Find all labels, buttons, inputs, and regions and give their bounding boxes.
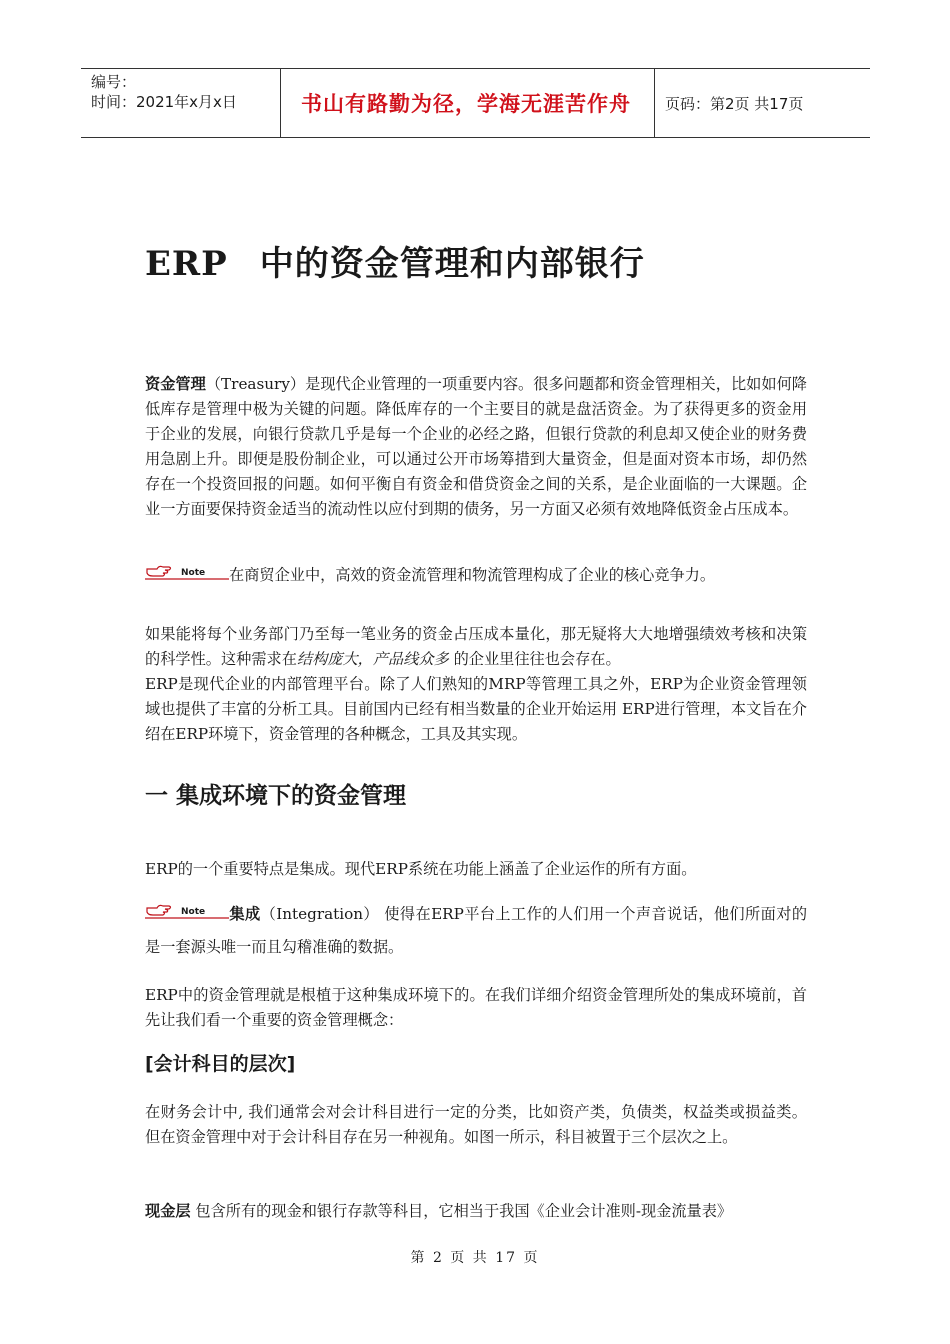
- section-1-heading: 一 集成环境下的资金管理: [145, 783, 407, 809]
- note-2-text: （Integration） 使得在ERP平台上工作的人们用一个声音说话，他们所面对的是一套源头唯一而且勾稽准确的数据。: [145, 905, 808, 956]
- number-label: 编号：: [91, 73, 137, 91]
- note-hand-icon: [145, 902, 229, 922]
- note-1: [145, 563, 807, 588]
- paragraph-3: ERP是现代企业的内部管理平台。除了人们熟知的MRP等管理工具之外，ERP为企业资金管理领域也提供了丰富的分析工具。目前国内已经有相当数量的企业开始运用 ERP进行管理，本文旨在介绍在ERP环境下，资金管理的各种概念，工具及其实现。: [145, 675, 807, 743]
- note-2: [145, 898, 807, 964]
- title-prefix: ERP: [145, 244, 228, 284]
- para2-text-a: 如果能将每个业务部门乃至每一笔业务的资金占压成本量化，那无疑将大大地增强绩效考核和决策的科学性。这种需求在: [145, 625, 807, 668]
- page-footer: 第 2 页 共 17 页: [410, 1250, 540, 1266]
- note-2-bold-term: 集成: [229, 905, 261, 923]
- intro-paragraph: [145, 372, 807, 522]
- para2-text-b: 的企业里往往也会存在。: [448, 650, 621, 668]
- header-page-info: 页码：第2页 共17页: [665, 94, 804, 113]
- header-motto-cell: [281, 69, 655, 137]
- intro-bold-term: 资金管理: [145, 375, 206, 393]
- paragraph-6: 在财务会计中, 我们通常会对会计科目进行一定的分类，比如资产类，负债类，权益类或损益类。但在资金管理中对于会计科目存在另一种视角。如图一所示，科目被置于三个层次之上。: [145, 1103, 807, 1146]
- note-1-icon-label: Note: [181, 568, 206, 578]
- title-text: 中的资金管理和内部银行: [259, 244, 645, 284]
- note-2-icon-label: Note: [181, 907, 206, 917]
- page-header: [81, 68, 870, 138]
- header-motto: 书山有路勤为径，学海无涯苦作舟: [301, 92, 631, 116]
- intro-text: （Treasury）是现代企业管理的一项重要内容。很多问题都和资金管理相关，比如如何降低库存是管理中极为关键的问题。降低库存的一个主要目的就是盘活资金。为了获得更多的资金用于企业的发展，向银行贷款几乎是每一个企业的必经之路，但银行贷款的利息却又使企业的财务费用急剧上升。即便是股份制企业，可以通过公开市场筹措到大量资金，但是面对资本市场，却仍然存在一个投资回报的问题。如何平衡自有资金和借贷资金之间的关系，是企业面临的一大课题。企业一方面要保持资金适当的流动性以应付到期的债务，另一方面又必须有效地降低资金占压成本。: [145, 375, 807, 518]
- document-title: [145, 236, 645, 285]
- para7-text: 包含所有的现金和银行存款等科目，它相当于我国《企业会计准则-现金流量表》: [190, 1202, 733, 1220]
- paragraph-4: ERP的一个重要特点是集成。现代ERP系统在功能上涵盖了企业运作的所有方面。: [145, 860, 697, 878]
- header-meta: [81, 69, 281, 137]
- subsection-heading: [会计科目的层次]: [145, 1053, 296, 1075]
- date-label: 时间：2021年x月x日: [91, 93, 237, 111]
- paragraph-5: ERP中的资金管理就是根植于这种集成环境下的。在我们详细介绍资金管理所处的集成环境前，首先让我们看一个重要的资金管理概念：: [145, 986, 807, 1029]
- para7-bold-term: 现金层: [145, 1202, 191, 1220]
- note-hand-icon: [145, 563, 229, 583]
- para2-italic: 结构庞大，产品线众多: [296, 650, 449, 668]
- paragraph-7: [145, 1199, 807, 1224]
- note-1-text: 在商贸企业中，高效的资金流管理和物流管理构成了企业的核心竞争力。: [229, 566, 715, 584]
- paragraph-2: [145, 622, 807, 672]
